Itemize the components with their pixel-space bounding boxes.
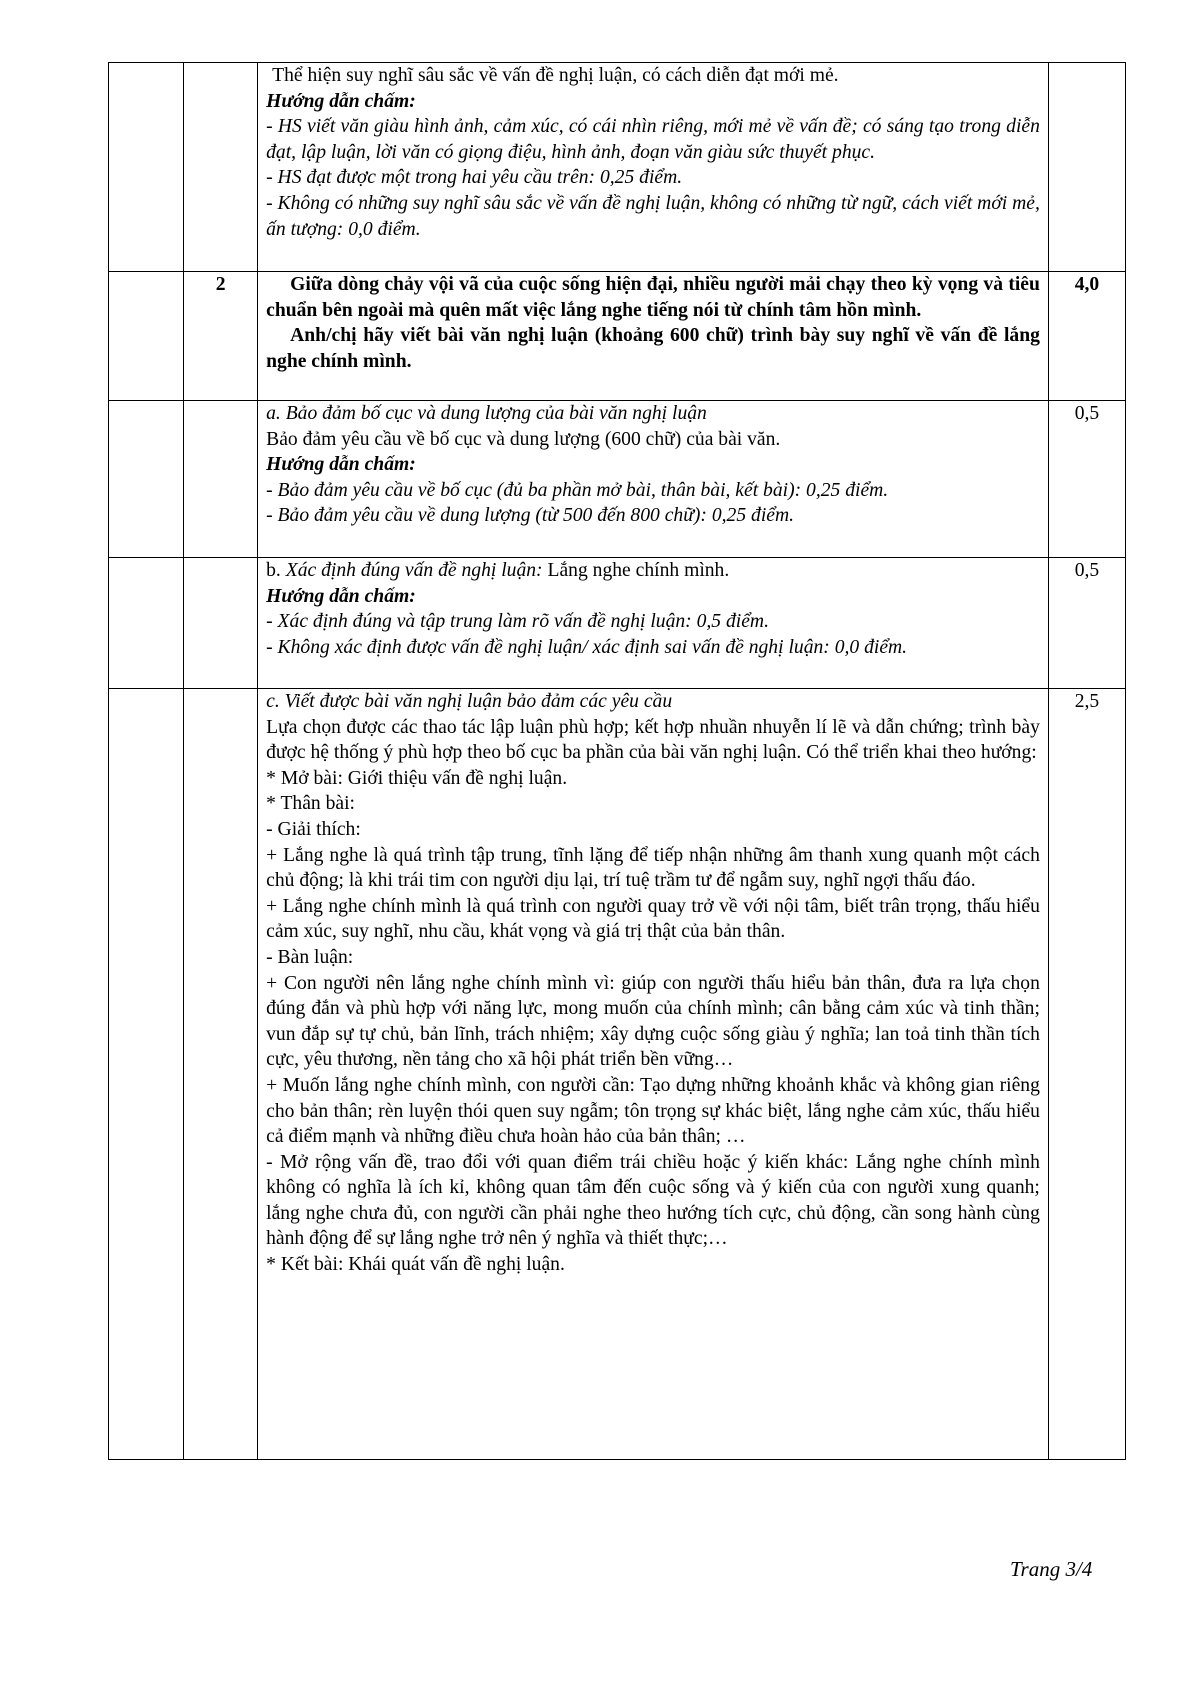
question-task: Anh/chị hãy viết bài văn nghị luận (khoảng 600 chữ) trình bày suy nghĩ về vấn đề lắng nghe chính mình.	[266, 325, 1040, 372]
criterion-heading: a. Bảo đảm bố cục và dung lượng của bài văn nghị luận	[266, 403, 707, 424]
guide-item: - HS viết văn giàu hình ảnh, cảm xúc, có cái nhìn riêng, mới mẻ về vấn đề; có sáng tạo trong diễn đạt, lập luận, lời văn có giọng điệu, hình ảnh, đoạn văn giàu sức thuyết phục.	[266, 116, 1040, 163]
content-cell	[258, 401, 1049, 558]
question-prompt-cell	[258, 272, 1049, 401]
outline-line: - Giải thích:	[266, 818, 361, 840]
number-cell	[184, 558, 258, 689]
table-row	[109, 401, 1126, 558]
index-cell	[109, 401, 184, 558]
criterion-heading: c. Viết được bài văn nghị luận bảo đảm các yêu cầu	[266, 691, 673, 712]
index-cell	[109, 558, 184, 689]
table-row	[109, 63, 1126, 272]
content-cell	[258, 63, 1049, 272]
outline-line: * Thân bài:	[266, 793, 356, 815]
guide-heading: Hướng dẫn chấm:	[266, 454, 416, 476]
criterion-heading: Xác định đúng vấn đề nghị luận:	[285, 560, 543, 581]
number-cell	[184, 401, 258, 558]
outline-line: Lựa chọn được các thao tác lập luận phù hợp; kết hợp nhuần nhuyễn lí lẽ và dẫn chứng; trình bày được hệ thống ý phù hợp theo bố cục ba phần của bài văn nghị luận. Có thể triển khai theo hướng:	[266, 716, 1040, 764]
table-row	[109, 689, 1126, 1460]
criterion-topic: Lắng nghe chính mình.	[547, 560, 730, 581]
guide-heading: Hướng dẫn chấm:	[266, 90, 416, 112]
criterion-score: 2,5	[1048, 689, 1125, 1460]
guide-item: - Bảo đảm yêu cầu về dung lượng (từ 500 đến 800 chữ): 0,25 điểm.	[266, 505, 795, 527]
outline-line: + Muốn lắng nghe chính mình, con người cần: Tạo dựng những khoảnh khắc và không gian riêng cho bản thân; rèn luyện thói quen suy ngẫm; tôn trọng sự khác biệt, lắng nghe cảm xúc, thấu hiểu cả điểm mạnh và những điều chưa hoàn hảo của bản thân; …	[266, 1074, 1040, 1148]
number-cell	[184, 63, 258, 272]
criterion-text: Bảo đảm yêu cầu về bố cục và dung lượng (600 chữ) của bài văn.	[266, 428, 781, 450]
guide-item: - Không có những suy nghĩ sâu sắc về vấn đề nghị luận, không có những từ ngữ, cách viết mới mẻ, ấn tượng: 0,0 điểm.	[266, 192, 1040, 240]
guide-item: - HS đạt được một trong hai yêu cầu trên: 0,25 điểm.	[266, 167, 683, 189]
guide-item: - Không xác định được vấn đề nghị luận/ xác định sai vấn đề nghị luận: 0,0 điểm.	[266, 636, 908, 658]
index-cell	[109, 689, 184, 1460]
criterion-score: 0,5	[1048, 558, 1125, 689]
index-cell	[109, 272, 184, 401]
criterion-heading-line	[266, 558, 1040, 584]
guide-heading: Hướng dẫn chấm:	[266, 585, 416, 607]
index-cell	[109, 63, 184, 272]
criterion-score: 0,5	[1048, 401, 1125, 558]
outline-line: * Mở bài: Giới thiệu vấn đề nghị luận.	[266, 767, 568, 789]
outline-line: - Mở rộng vấn đề, trao đổi với quan điểm trái chiều hoặc ý kiến khác: Lắng nghe chính mình không có nghĩa là ích kỉ, không quan tâm đến cuộc sống và ý kiến của con người xung quanh; lắng nghe chưa đủ, con người cần phải nghe theo hướng tích cực, chủ động, cần song hành cùng hành động để sự lắng nghe trở nên ý nghĩa và thiết thực;…	[266, 1151, 1040, 1250]
question-score: 4,0	[1048, 272, 1125, 401]
criterion-prefix: b.	[266, 560, 281, 581]
outline-line: + Con người nên lắng nghe chính mình vì: giúp con người thấu hiểu bản thân, đưa ra lựa chọn đúng đắn và phù hợp với năng lực, mong muốn của chính mình; cân bằng cảm xúc và tinh thần; vun đắp sự tự chủ, bản lĩnh, trách nhiệm; xây dựng cuộc sống giàu ý nghĩa; lan toả tinh thần tích cực, yêu thương, nền tảng cho xã hội phát triển bền vững…	[266, 972, 1040, 1071]
score-cell	[1048, 63, 1125, 272]
table-row	[109, 558, 1126, 689]
table-row	[109, 272, 1126, 401]
content-cell	[258, 558, 1049, 689]
outline-line: + Lắng nghe là quá trình tập trung, tĩnh lặng để tiếp nhận những âm thanh xung quanh một cách chủ động; là khi trái tim con người dịu lại, trí tuệ trầm tư để ngẫm suy, nghĩ ngợi thấu đáo.	[266, 844, 1040, 892]
guide-item: - Xác định đúng và tập trung làm rõ vấn đề nghị luận: 0,5 điểm.	[266, 611, 769, 633]
question-prompt: Giữa dòng chảy vội vã của cuộc sống hiện đại, nhiều người mải chạy theo kỳ vọng và tiêu chuẩn bên ngoài mà quên mất việc lắng nghe tiếng nói từ chính tâm hồn mình.	[266, 274, 1040, 321]
outline-line: + Lắng nghe chính mình là quá trình con người quay trở về với nội tâm, biết trân trọng, thấu hiểu cảm xúc, suy nghĩ, nhu cầu, khát vọng và giá trị thật của bản thân.	[266, 895, 1040, 943]
grading-table	[108, 62, 1126, 1460]
content-cell	[258, 689, 1049, 1460]
criterion-text: Thể hiện suy nghĩ sâu sắc về vấn đề nghị luận, có cách diễn đạt mới mẻ.	[272, 65, 839, 86]
outline-line: * Kết bài: Khái quát vấn đề nghị luận.	[266, 1254, 565, 1276]
question-number: 2	[184, 272, 258, 401]
page-number: Trang 3/4	[1010, 1557, 1093, 1581]
number-cell	[184, 689, 258, 1460]
outline-line: - Bàn luận:	[266, 946, 354, 968]
guide-item: - Bảo đảm yêu cầu về bố cục (đủ ba phần mở bài, thân bài, kết bài): 0,25 điểm.	[266, 479, 889, 501]
